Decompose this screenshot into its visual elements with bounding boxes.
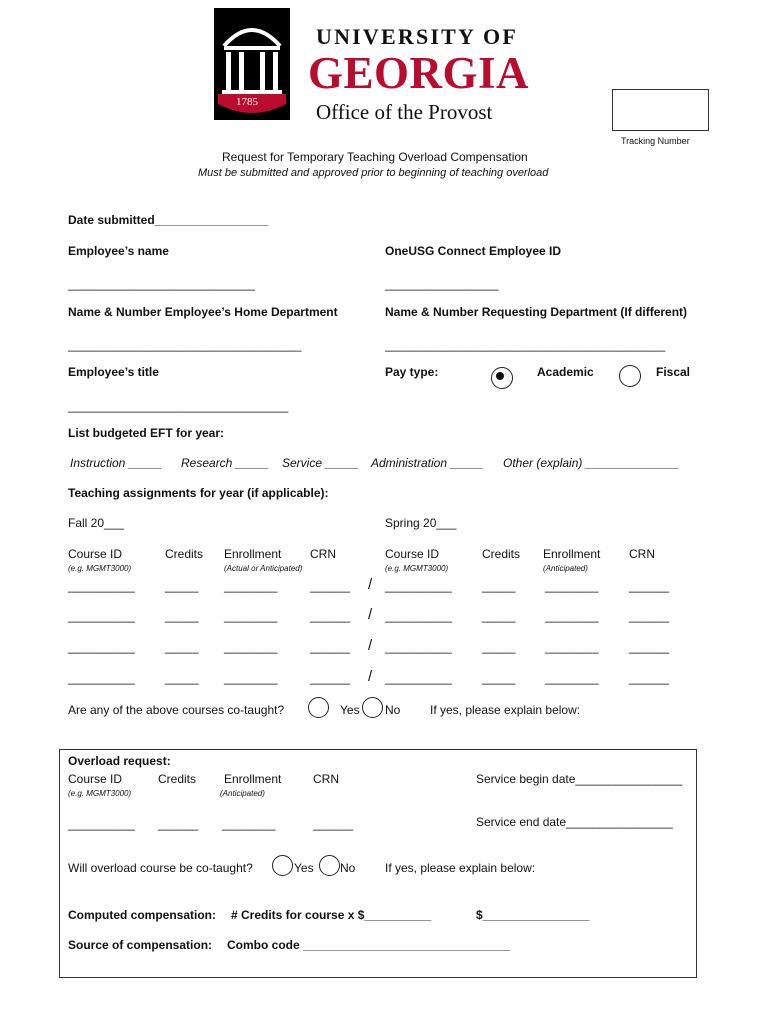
form-title: Request for Temporary Teaching Overload Compensation xyxy=(222,150,528,164)
spring-crn-input[interactable]: ______ xyxy=(629,640,670,654)
fall-crn-input[interactable]: ______ xyxy=(310,579,351,593)
overload-label: Overload request: xyxy=(68,754,171,768)
university-line2: GEORGIA xyxy=(308,48,530,98)
eft-research[interactable]: Research _____ xyxy=(181,456,270,470)
overload-cotaught-question: Will overload course be co-taught? xyxy=(68,861,253,875)
fall-col-credits: Credits xyxy=(165,547,204,561)
overload-no-label: No xyxy=(340,861,356,875)
overload-col-crn: CRN xyxy=(313,772,339,786)
spring-credits-input[interactable]: _____ xyxy=(482,671,516,685)
spring-col-crn: CRN xyxy=(629,547,655,561)
home-dept-label: Name & Number Employee’s Home Department xyxy=(68,305,338,319)
overload-course-input[interactable]: __________ xyxy=(68,817,135,831)
spring-col-enroll: Enrollment xyxy=(543,547,601,561)
req-dept-label: Name & Number Requesting Department (If different) xyxy=(385,305,688,319)
pay-type-label: Pay type: xyxy=(385,365,439,379)
overload-crn-input[interactable]: ______ xyxy=(313,817,354,831)
spring-crn-input[interactable]: ______ xyxy=(629,609,670,623)
pay-type-academic-radio[interactable] xyxy=(491,367,513,389)
spring-credits-input[interactable]: _____ xyxy=(482,640,516,654)
spring-enroll-input[interactable]: ________ xyxy=(545,609,599,623)
source-compensation-label: Source of compensation: xyxy=(68,938,213,952)
term-separator: / xyxy=(368,637,373,654)
employee-name-input[interactable]: ____________________________ xyxy=(68,277,255,291)
cotaught-no-radio[interactable] xyxy=(362,697,383,718)
fall-enroll-input[interactable]: ________ xyxy=(224,609,278,623)
term-separator: / xyxy=(368,606,373,623)
overload-enroll-input[interactable]: ________ xyxy=(222,817,276,831)
tracking-number-box[interactable] xyxy=(612,89,709,131)
req-dept-input[interactable]: __________________________________________ xyxy=(385,338,666,352)
overload-no-radio[interactable] xyxy=(319,855,340,876)
spring-enroll-input[interactable]: ________ xyxy=(545,579,599,593)
fall-label[interactable]: Fall 20___ xyxy=(68,516,125,530)
spring-eg-note: (e.g. MGMT3000) xyxy=(385,564,449,573)
overload-eg-note: (e.g. MGMT3000) xyxy=(68,789,132,798)
pay-type-academic-label: Academic xyxy=(537,365,594,379)
fall-col-course: Course ID xyxy=(68,547,123,561)
employee-name-label: Employee’s name xyxy=(68,244,169,258)
pay-type-fiscal-radio[interactable] xyxy=(619,365,641,387)
fall-crn-input[interactable]: ______ xyxy=(310,671,351,685)
fall-course-input[interactable]: __________ xyxy=(68,609,135,623)
spring-credits-input[interactable]: _____ xyxy=(482,609,516,623)
uga-seal-logo xyxy=(214,8,290,120)
fall-course-input[interactable]: __________ xyxy=(68,671,135,685)
overload-yes-radio[interactable] xyxy=(272,855,293,876)
overload-col-course: Course ID xyxy=(68,772,123,786)
teaching-assignments-label: Teaching assignments for year (if applicable): xyxy=(68,486,329,500)
fall-course-input[interactable]: __________ xyxy=(68,640,135,654)
trademark: ™ xyxy=(284,110,290,116)
fall-credits-input[interactable]: _____ xyxy=(165,671,199,685)
overload-col-credits: Credits xyxy=(158,772,197,786)
eft-instruction[interactable]: Instruction _____ xyxy=(70,456,163,470)
fall-enroll-input[interactable]: ________ xyxy=(224,640,278,654)
university-line1: UNIVERSITY OF xyxy=(316,24,518,49)
eft-administration[interactable]: Administration _____ xyxy=(371,456,484,470)
seal-year: 1785 xyxy=(236,96,258,108)
spring-col-credits: Credits xyxy=(482,547,521,561)
spring-ant-note: (Anticipated) xyxy=(543,564,588,573)
cotaught-explain: If yes, please explain below: xyxy=(430,703,581,717)
spring-label[interactable]: Spring 20___ xyxy=(385,516,457,530)
tracking-number-label: Tracking Number xyxy=(621,136,690,146)
form-subtitle: Must be submitted and approved prior to beginning of teaching overload xyxy=(198,167,549,179)
fall-enroll-input[interactable]: ________ xyxy=(224,671,278,685)
overload-yes-label: Yes xyxy=(294,861,314,875)
fall-course-input[interactable]: __________ xyxy=(68,579,135,593)
fall-crn-input[interactable]: ______ xyxy=(310,640,351,654)
eft-service[interactable]: Service _____ xyxy=(282,456,359,470)
spring-course-input[interactable]: __________ xyxy=(385,671,452,685)
compensation-total-field[interactable]: $________________ xyxy=(476,908,590,922)
spring-crn-input[interactable]: ______ xyxy=(629,579,670,593)
fall-eg-note: (e.g. MGMT3000) xyxy=(68,564,132,573)
onesusg-id-label: OneUSG Connect Employee ID xyxy=(385,244,562,258)
office-name: Office of the Provost xyxy=(316,100,493,124)
computed-compensation-label: Computed compensation: xyxy=(68,908,217,922)
overload-col-enroll: Enrollment xyxy=(224,772,282,786)
fall-actual-note: (Actual or Anticipated) xyxy=(224,564,303,573)
fall-col-crn: CRN xyxy=(310,547,336,561)
employee-title-label: Employee’s title xyxy=(68,365,159,379)
home-dept-input[interactable]: ___________________________________ xyxy=(68,338,302,352)
overload-credits-input[interactable]: ______ xyxy=(158,817,199,831)
spring-col-course: Course ID xyxy=(385,547,440,561)
fall-credits-input[interactable]: _____ xyxy=(165,609,199,623)
spring-crn-input[interactable]: ______ xyxy=(629,671,670,685)
spring-enroll-input[interactable]: ________ xyxy=(545,671,599,685)
cotaught-question: Are any of the above courses co-taught? xyxy=(68,703,285,717)
spring-enroll-input[interactable]: ________ xyxy=(545,640,599,654)
fall-crn-input[interactable]: ______ xyxy=(310,609,351,623)
onesusg-id-input[interactable]: _________________ xyxy=(385,277,499,291)
spring-course-input[interactable]: __________ xyxy=(385,609,452,623)
fall-credits-input[interactable]: _____ xyxy=(165,579,199,593)
fall-col-enroll: Enrollment xyxy=(224,547,282,561)
combo-code-field[interactable]: Combo code _______________________________ xyxy=(227,938,510,952)
term-separator: / xyxy=(368,576,373,593)
eft-label: List budgeted EFT for year: xyxy=(68,426,225,440)
term-separator: / xyxy=(368,668,373,685)
spring-course-input[interactable]: __________ xyxy=(385,640,452,654)
fall-credits-input[interactable]: _____ xyxy=(165,640,199,654)
overload-explain: If yes, please explain below: xyxy=(385,861,536,875)
service-begin-date[interactable]: Service begin date________________ xyxy=(476,772,683,786)
date-submitted-field[interactable]: Date submitted_________________ xyxy=(68,213,269,227)
fall-enroll-input[interactable]: ________ xyxy=(224,579,278,593)
employee-title-input[interactable]: _________________________________ xyxy=(68,399,289,413)
credits-formula-field[interactable]: # Credits for course x $__________ xyxy=(231,908,432,922)
eft-other[interactable]: Other (explain) ______________ xyxy=(503,456,680,470)
spring-credits-input[interactable]: _____ xyxy=(482,579,516,593)
overload-ant-note: (Anticipated) xyxy=(220,789,265,798)
cotaught-yes-radio[interactable] xyxy=(308,697,329,718)
cotaught-no-label: No xyxy=(385,703,401,717)
cotaught-yes-label: Yes xyxy=(340,703,360,717)
spring-course-input[interactable]: __________ xyxy=(385,579,452,593)
service-end-date[interactable]: Service end date________________ xyxy=(476,815,673,829)
pay-type-fiscal-label: Fiscal xyxy=(656,365,691,379)
